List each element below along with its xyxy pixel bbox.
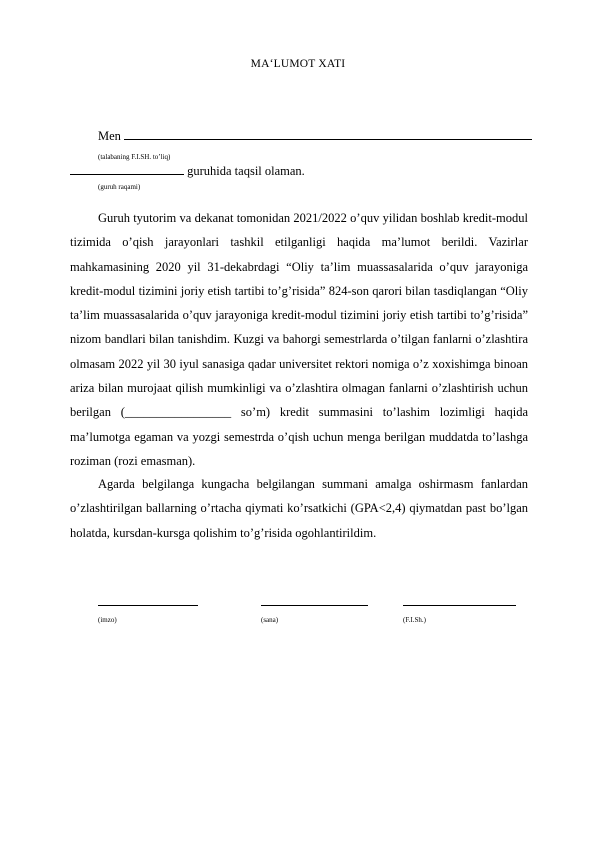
signature-line[interactable] xyxy=(98,604,198,606)
warning-paragraph: Agarda belgilanga kungacha belgilangan summani amalga oshirmasm fanlardan o’zlashtirilgan ballarning o’rtacha qiymati ko’rsatkichi (GPA<2,4) qiymatdan past bo’lgan holatda, kursdan-kursga qolishim to’g’risida ogohlantirildim. xyxy=(70,477,528,540)
date-line[interactable] xyxy=(261,604,368,606)
main-paragraph: Guruh tyutorim va dekanat tomonidan 2021/2022 o’quv yilidan boshlab kredit-modul tizimida o’qish jarayonlari tashkil etilganligi haqida ma’lumot berildi. Vazirlar mahkamasining 2020 yil 31-dekabrdagi “Oliy ta’lim muassasalarida o’quv jarayoniga kredit-modul tizimini joriy etish tartibi to’g’risida” 824-son qarori bilan tasdiqlangan “Oliy ta’lim muassasalarida o’quv jarayoniga kredit-modul tizimini joriy etish tartibi to’g’risida” nizom bandlari bilan tanishdim. Kuzgi va bahorgi semestrlarda o’tilgan fanlarni o’zlashtira olmasam 2022 yil 30 iyul sanasiga qadar universitet rektori nomiga o’z xoxishimga binoan ariza bilan murojaat qilish mumkinligi va o’zlashtira olmagan fanlarni o’zlashtirish uchun berilgan (_________________ so’m) kredit summasini to’lashim lozimligi haqida ma’lumotga egaman va yozgi semestrda o’qish uchun menga berilgan muddatda to’lashga roziman (rozi emasman). xyxy=(70,211,528,468)
group-number-blank[interactable] xyxy=(70,173,184,175)
student-name-hint: (talabaning F.I.SH. to’liq) xyxy=(98,153,171,161)
student-name-blank[interactable] xyxy=(124,138,532,140)
document-title: MA‘LUMOT XATI xyxy=(250,58,346,70)
signature-hint: (imzo) xyxy=(98,616,117,624)
full-name-hint: (F.I.Sh.) xyxy=(403,616,426,624)
group-suffix: guruhida taqsil olaman. xyxy=(187,164,305,178)
date-hint: (sana) xyxy=(261,616,279,624)
full-name-line[interactable] xyxy=(403,604,516,606)
student-name-row xyxy=(98,129,532,144)
men-label: Men xyxy=(98,129,121,143)
group-number-hint: (guruh raqami) xyxy=(98,183,141,191)
group-row xyxy=(70,164,305,179)
